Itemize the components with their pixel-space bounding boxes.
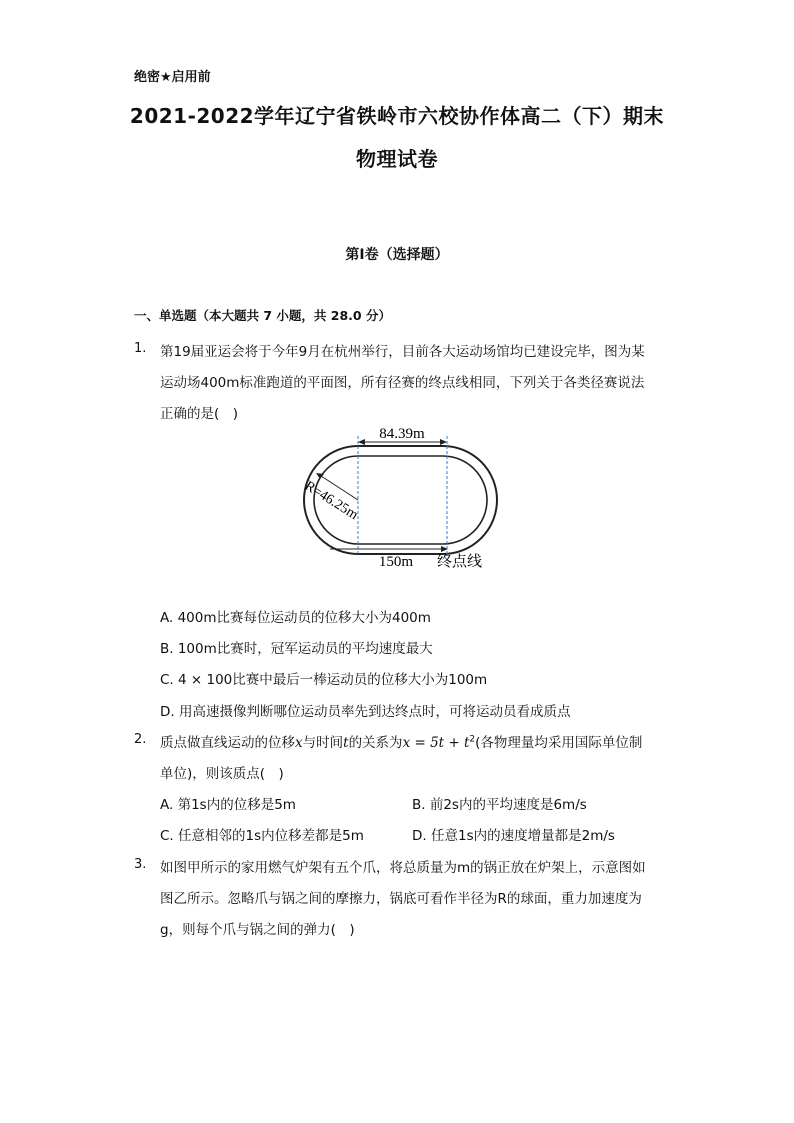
variable-x: x bbox=[295, 735, 303, 751]
formula-exponent: 2 bbox=[469, 734, 476, 745]
formula: x = 5t + t bbox=[402, 735, 470, 751]
finish-line-label: 终点线 bbox=[437, 554, 483, 570]
text-segment: 与时间 bbox=[302, 735, 344, 751]
option-d: D. 任意1s内的速度增量都是2m/s bbox=[412, 828, 615, 844]
question-number: 1. bbox=[134, 341, 147, 356]
text-segment: 的关系为 bbox=[348, 735, 403, 751]
exam-title: 2021-2022学年辽宁省铁岭市六校协作体高二（下）期末 bbox=[129, 104, 665, 128]
option-a: A. 400m比赛每位运动员的位移大小为400m bbox=[160, 610, 431, 626]
question-text-line: 图乙所示。忽略爪与锅之间的摩擦力，锅底可看作半径为R的球面，重力加速度为 bbox=[160, 891, 642, 907]
text-segment: (各物理量均采用国际单位制 bbox=[475, 735, 643, 751]
question-text-line: 运动场400m标准跑道的平面图，所有径赛的终点线相同，下列关于各类径赛说法 bbox=[160, 375, 645, 391]
section-heading: 一、单选题（本大题共 7 小题，共 28.0 分） bbox=[134, 308, 391, 323]
confidential-label: 绝密★启用前 bbox=[134, 70, 211, 85]
variable-t: t bbox=[343, 735, 349, 751]
question-text-line: g，则每个爪与锅之间的弹力( ) bbox=[160, 922, 355, 938]
question-number: 2. bbox=[134, 732, 147, 747]
option-b: B. 前2s内的平均速度是6m/s bbox=[412, 797, 587, 813]
option-c: C. 4 × 100比赛中最后一棒运动员的位移大小为100m bbox=[160, 672, 488, 688]
running-track-figure bbox=[290, 418, 510, 578]
option-d: D. 用高速摄像判断哪位运动员率先到达终点时，可将运动员看成质点 bbox=[160, 704, 571, 720]
track-width-label: 84.39m bbox=[379, 426, 425, 442]
track-straight-label: 150m bbox=[378, 554, 414, 570]
exam-subtitle: 物理试卷 bbox=[356, 147, 438, 171]
volume-heading: 第I卷（选择题） bbox=[345, 247, 449, 263]
question-number: 3. bbox=[134, 857, 147, 872]
track-radius-label: R=46.25m bbox=[301, 478, 361, 523]
question-text-line bbox=[160, 731, 642, 751]
question-text-line: 如图甲所示的家用燃气炉架有五个爪，将总质量为m的锅正放在炉架上，示意图如 bbox=[160, 860, 646, 876]
text-segment: 质点做直线运动的位移 bbox=[160, 735, 295, 751]
option-c: C. 任意相邻的1s内位移差都是5m bbox=[160, 828, 364, 844]
option-b: B. 100m比赛时，冠军运动员的平均速度最大 bbox=[160, 641, 433, 657]
question-text-line: 正确的是( ) bbox=[160, 406, 239, 422]
option-a: A. 第1s内的位移是5m bbox=[160, 797, 296, 813]
question-text-line: 单位)，则该质点( ) bbox=[160, 766, 284, 782]
question-text-line: 第19届亚运会将于今年9月在杭州举行，目前各大运动场馆均已建设完毕，图为某 bbox=[160, 344, 645, 360]
